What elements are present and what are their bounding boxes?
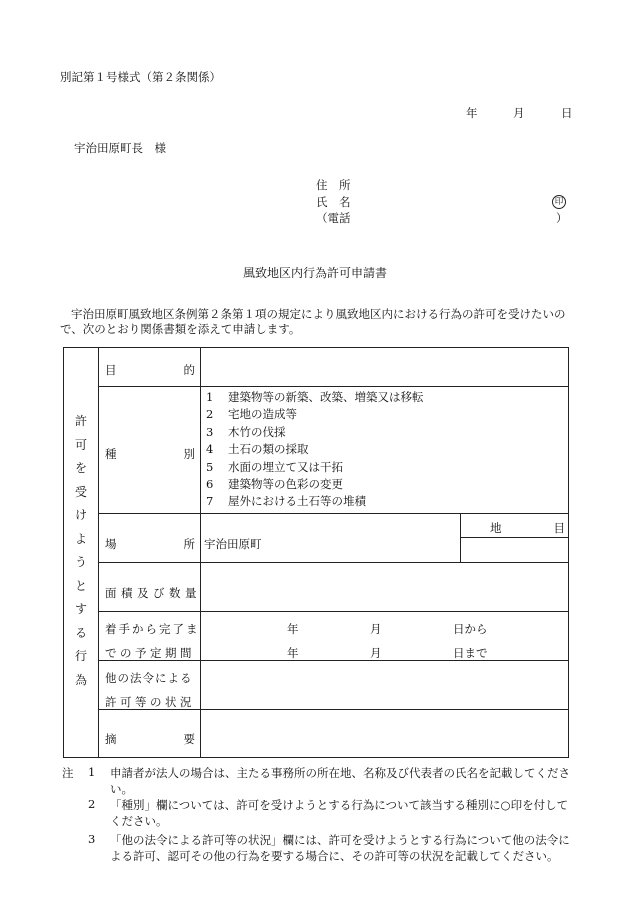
type-num: 3 <box>206 424 214 439</box>
list-item <box>206 389 424 406</box>
addressee: 宇治田原町長 様 <box>74 141 166 155</box>
type-num: 6 <box>206 477 214 492</box>
type-text: 建築物等の色彩の変更 <box>228 477 343 492</box>
type-num: 7 <box>206 494 214 509</box>
type-text: 木竹の伐採 <box>228 424 286 439</box>
type-text: 宅地の造成等 <box>228 407 297 422</box>
period-start-day: 日から <box>453 622 488 636</box>
note-num: 3 <box>88 832 96 846</box>
period-label-2: での予定期間 <box>105 646 195 660</box>
purpose-label-1: 目 <box>105 363 117 377</box>
period-start-month: 月 <box>370 622 382 636</box>
document-title: 風致地区内行為許可申請書 <box>242 266 387 280</box>
area-label: 面積及び数量 <box>105 586 201 600</box>
address-label: 住 所 <box>316 178 351 192</box>
period-start-year: 年 <box>287 622 299 636</box>
row-line <box>98 562 569 563</box>
notes-label: 注 <box>62 766 74 780</box>
row-line <box>98 386 569 387</box>
remarks-label-2: 要 <box>183 732 195 746</box>
type-label-2: 別 <box>183 447 195 461</box>
list-item <box>206 459 424 476</box>
period-end-year: 年 <box>287 646 299 660</box>
period-end-day: 日まで <box>453 646 488 660</box>
period-label-1: 着手から完了ま <box>105 622 200 636</box>
date-month-label: 月 <box>513 106 525 120</box>
period-end-month: 月 <box>370 646 382 660</box>
name-label: 氏 名 <box>316 195 351 209</box>
list-item <box>206 476 424 493</box>
label-divider <box>200 347 201 758</box>
chimoku-label-2: 目 <box>553 521 565 535</box>
type-label-1: 種 <box>105 447 117 461</box>
type-text: 土石の類の採取 <box>228 442 309 457</box>
other-law-label-1: 他の法令による <box>105 671 193 685</box>
purpose-label <box>105 362 195 378</box>
purpose-label-2: 的 <box>183 363 195 377</box>
list-item <box>206 441 424 458</box>
place-label-2: 所 <box>183 537 195 551</box>
type-num: 4 <box>206 442 214 457</box>
list-item <box>206 424 424 441</box>
chimoku-label <box>490 520 565 536</box>
phone-close: ） <box>556 211 568 225</box>
list-item <box>206 493 424 510</box>
type-num: 2 <box>206 407 214 422</box>
side-label: 許可を受けようとする行為 <box>74 414 87 687</box>
seal-mark <box>552 193 566 209</box>
intro-paragraph: 宇治田原町風致地区条例第２条第１項の規定により風致地区内における行為の許可を受けたいので、次のとおり関係書類を添えて申請します。 <box>60 307 566 336</box>
type-list <box>206 389 424 511</box>
chimoku-label-1: 地 <box>490 521 502 535</box>
date-year-label: 年 <box>466 106 478 120</box>
place-label-1: 場 <box>105 537 117 551</box>
side-divider <box>98 347 99 758</box>
type-text: 屋外における土石等の堆積 <box>228 494 366 509</box>
row-line <box>98 611 569 612</box>
date-day-label: 日 <box>561 106 573 120</box>
type-text: 水面の埋立て又は干拓 <box>228 459 343 474</box>
row-line <box>98 513 569 514</box>
list-item <box>206 406 424 423</box>
type-label <box>105 446 195 462</box>
phone-open: （電話 <box>316 211 351 225</box>
other-law-label-2: 許可等の状況 <box>105 695 195 709</box>
note-num: 2 <box>88 797 96 811</box>
chimoku-line <box>460 537 569 538</box>
place-value: 宇治田原町 <box>204 537 262 551</box>
type-num: 5 <box>206 459 214 474</box>
type-text: 建築物等の新築、改築、増築又は移転 <box>228 390 424 404</box>
note-text: 「他の法令による許可等の状況」欄には、許可を受けようとする行為について他の法令による許可、認可その他の行為を要する場合に、その許可等の状況を記載してください。 <box>110 833 570 863</box>
type-num: 1 <box>206 390 214 404</box>
form-number: 別記第１号様式（第２条関係） <box>60 70 221 84</box>
note-num: 1 <box>88 765 96 779</box>
seal-text: 印 <box>552 195 566 209</box>
note-text: 申請者が法人の場合は、主たる事務所の所在地、名称及び代表者の氏名を記載してください。 <box>110 766 570 796</box>
remarks-label-1: 摘 <box>105 732 117 746</box>
remarks-label <box>105 731 195 747</box>
place-label <box>105 536 195 552</box>
note-text: 「種別」欄については、許可を受けようとする行為について該当する種別に○印を付してください。 <box>110 798 569 828</box>
